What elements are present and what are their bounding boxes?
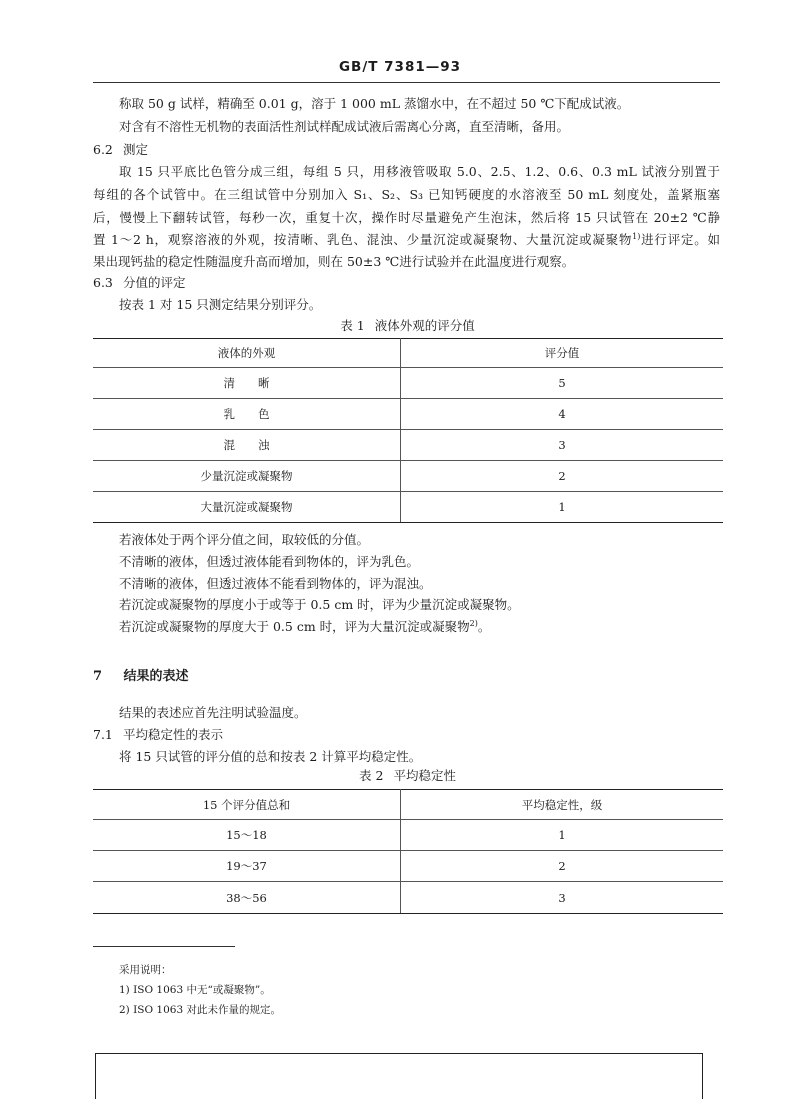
stability-grade-cell: 2 [401,851,724,882]
appearance-cell: 乳 色 [93,399,401,430]
caption-label: 表 1 [340,318,365,333]
section-title: 结果的表述 [123,669,189,684]
paragraph-line: 按表 1 对 15 只测定结果分别评分。 [119,297,322,312]
paragraph-line: 每组的各个试管中。在三组试管中分别加入 S₁、S₂、S₃ 已知钙硬度的水溶液至 50 mL 刻度处，盖紧瓶塞 [93,187,720,202]
column-header-stability-grade: 平均稳定性，级 [401,790,724,820]
line-text: 。 [477,619,491,634]
section-heading-7-1 [93,727,223,743]
table-row [93,820,723,851]
appearance-cell: 大量沉淀或凝聚物 [93,492,401,523]
table-row [93,430,723,461]
adoption-notes-heading: 采用说明： [119,964,172,976]
section-title: 测定 [122,142,148,157]
score-sum-cell: 15～18 [93,820,401,851]
appearance-cell: 少量沉淀或凝聚物 [93,461,401,492]
paragraph-line: 果出现钙盐的稳定性随温度升高而增加，则在 50±3 ℃进行试验并在此温度进行观察。 [93,254,575,269]
paragraph-line: 结果的表述应首先注明试验温度。 [119,705,307,720]
column-header-score-sum: 15 个评分值总和 [93,790,401,820]
adoption-note-item: 2) ISO 1063 对此未作量的规定。 [119,1004,281,1016]
appearance-cell: 清 晰 [93,368,401,399]
score-cell: 3 [401,430,724,461]
footnote-reference: 2) [469,619,478,628]
section-heading-6-3 [93,275,186,291]
paragraph-line: 取 15 只平底比色管分成三组，每组 5 只，用移液管吸取 5.0、2.5、1.2、0.6、0.3 mL 试液分别置于 [119,164,720,179]
table-1-caption [93,318,722,334]
caption-label: 表 2 [359,768,384,783]
paragraph-line [93,232,720,248]
stability-grade-cell: 3 [401,882,724,914]
stability-grade-cell: 1 [401,820,724,851]
footnote-rule [93,946,235,947]
score-cell: 2 [401,461,724,492]
table-header-row [93,790,723,820]
table-row [93,492,723,523]
table-row [93,851,723,882]
section-number: 6.3 [93,275,113,290]
adoption-note-item: 1) ISO 1063 中无“或凝聚物”。 [119,984,271,996]
score-cell: 4 [401,399,724,430]
appearance-cell: 混 浊 [93,430,401,461]
score-sum-cell: 38～56 [93,882,401,914]
paragraph-line: 不清晰的液体，但透过液体能看到物体的，评为乳色。 [119,554,420,569]
standard-code-header: GB/T 7381—93 [338,59,462,75]
section-number: 7 [93,669,103,684]
section-title: 分值的评定 [122,275,186,290]
score-cell: 5 [401,368,724,399]
table-row [93,399,723,430]
table-1-appearance-scores [93,338,723,523]
paragraph-line: 后，慢慢上下翻转试管，每秒一次，重复十次，操作时尽量避免产生泡沫，然后将 15 只试管在 20±2 ℃静 [93,210,720,225]
table-row [93,882,723,914]
paragraph-line: 将 15 只试管的评分值的总和按表 2 计算平均稳定性。 [119,749,422,764]
table-header-row [93,339,723,368]
bottom-frame [95,1053,703,1099]
table-row [93,461,723,492]
table-2-average-stability [93,789,723,914]
paragraph-line: 不清晰的液体，但透过液体不能看到物体的，评为混浊。 [119,576,432,591]
section-heading-6-2 [93,142,148,158]
section-number: 6.2 [93,142,113,157]
line-text: 置 1～2 h，观察溶液的外观，按清晰、乳色、混浊、少量沉淀或凝聚物、大量沉淀或凝聚物 [93,232,633,247]
column-header-score: 评分值 [401,339,724,368]
column-header-appearance: 液体的外观 [93,339,401,368]
line-text: 若沉淀或凝聚物的厚度大于 0.5 cm 时，评为大量沉淀或凝聚物 [119,619,470,634]
paragraph-line: 若液体处于两个评分值之间，取较低的分值。 [119,532,370,547]
line-text: 进行评定。如 [640,232,720,247]
score-sum-cell: 19～37 [93,851,401,882]
section-number: 7.1 [93,727,113,742]
table-2-caption [93,768,722,784]
score-cell: 1 [401,492,724,523]
caption-title: 平均稳定性 [393,768,456,783]
paragraph-line [119,619,490,635]
section-title: 平均稳定性的表示 [122,727,223,742]
paragraph-line: 对含有不溶性无机物的表面活性剂试样配成试液后需离心分离，直至清晰，备用。 [119,119,570,134]
section-heading-7 [93,669,189,685]
table-row [93,368,723,399]
caption-title: 液体外观的评分值 [374,318,475,333]
paragraph-line: 若沉淀或凝聚物的厚度小于或等于 0.5 cm 时，评为少量沉淀或凝聚物。 [119,597,520,612]
paragraph-line: 称取 50 g 试样，精确至 0.01 g，溶于 1 000 mL 蒸馏水中，在不超过 50 ℃下配成试液。 [119,96,630,111]
header-rule [93,82,720,83]
footnote-reference: 1) [632,232,641,241]
